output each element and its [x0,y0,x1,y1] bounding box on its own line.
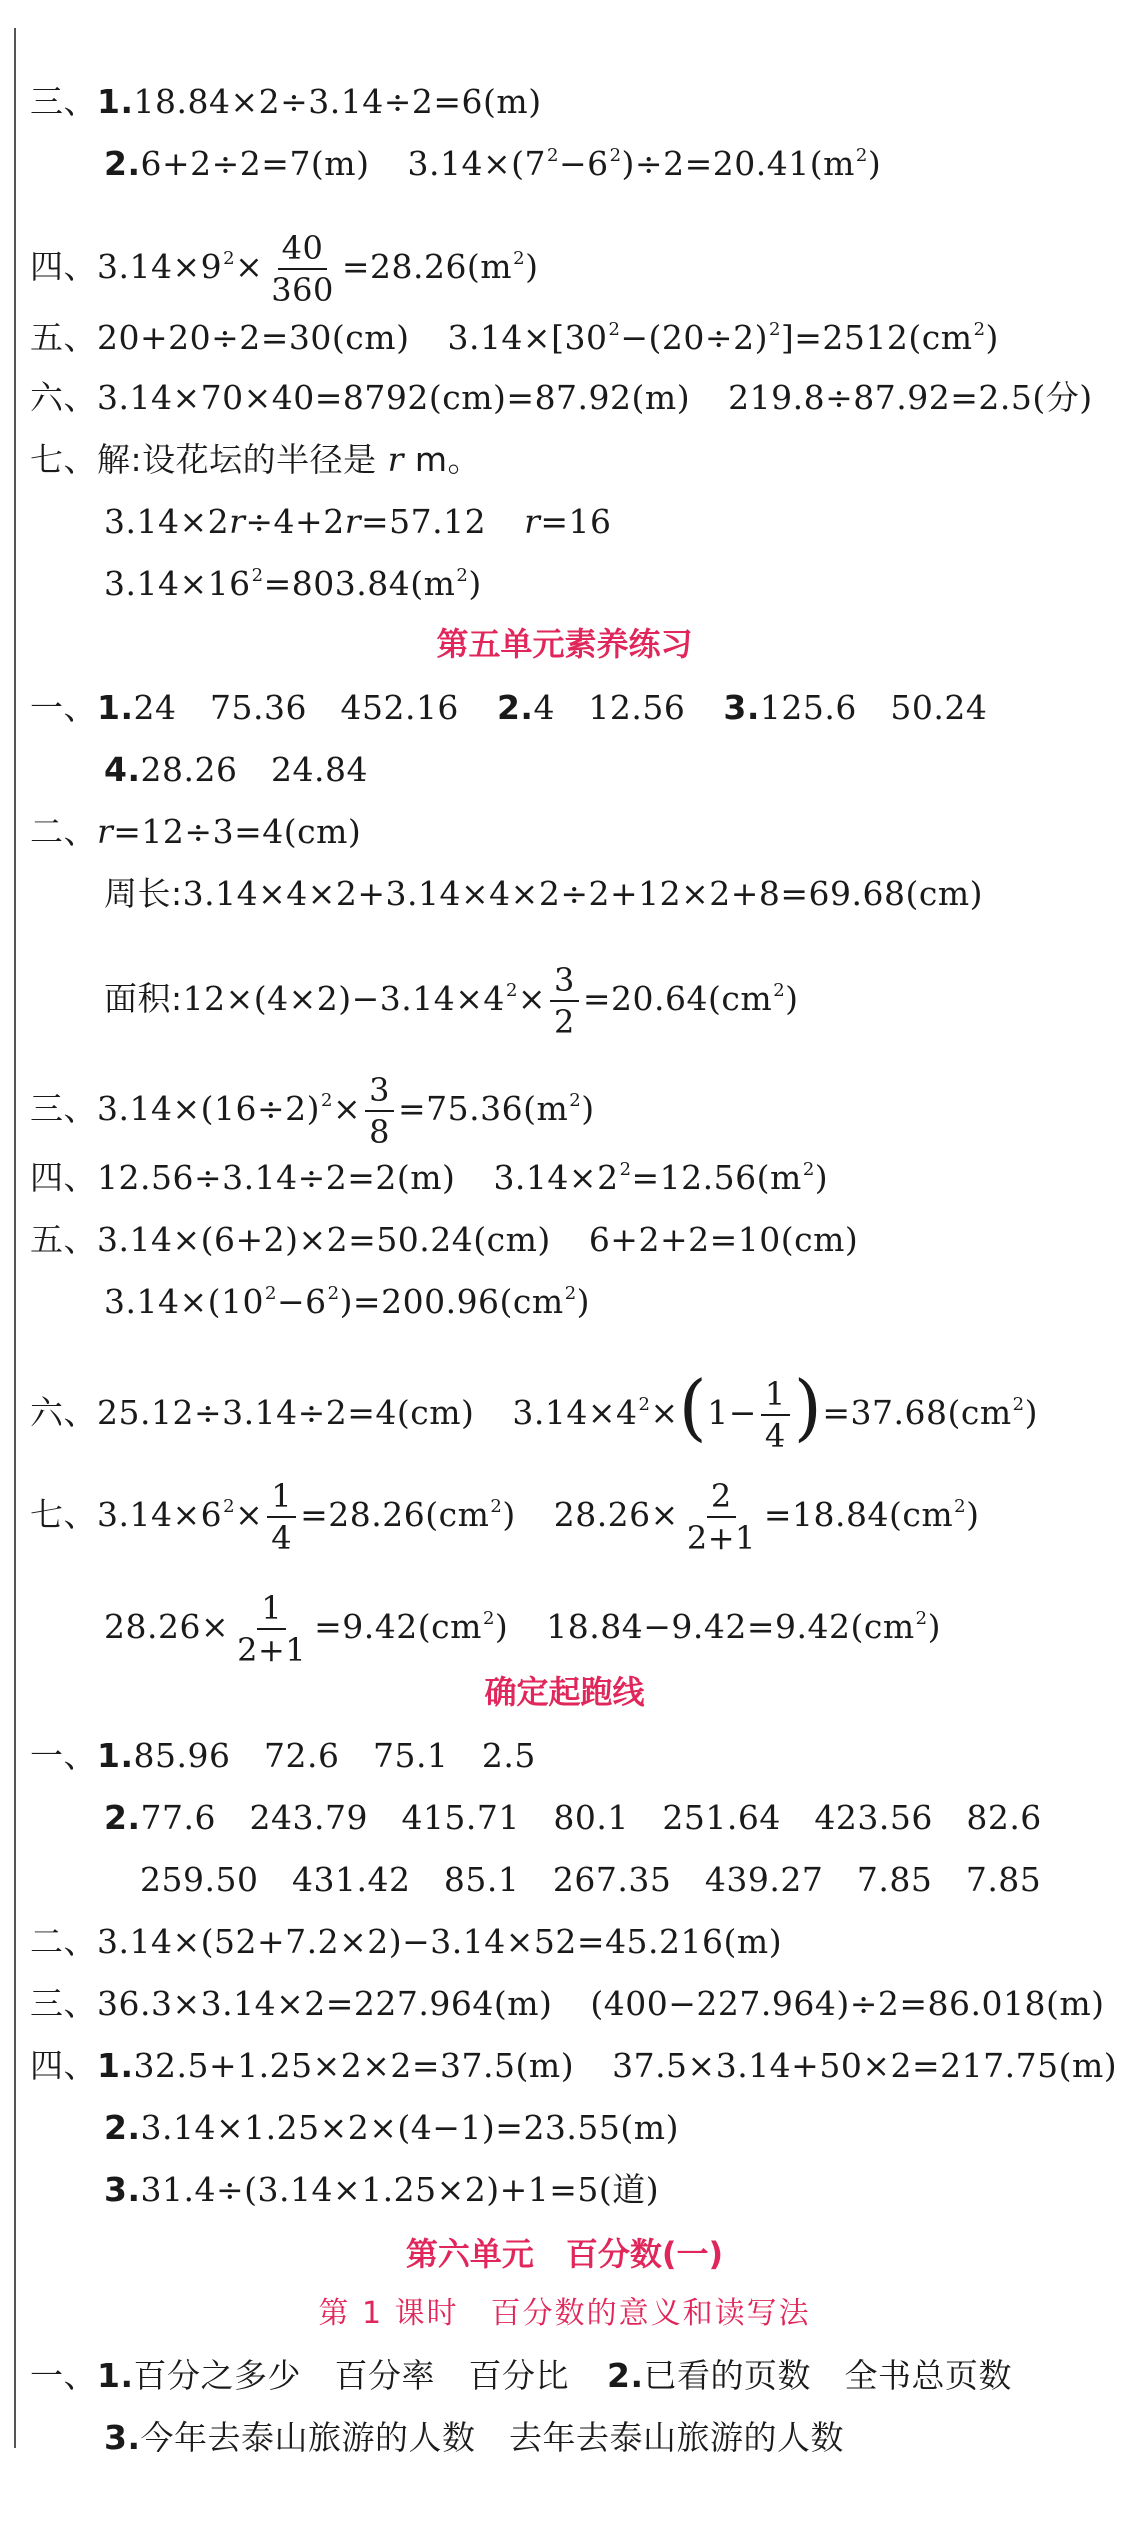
superscript: 2 [265,1283,277,1304]
answer-text: × [332,1089,362,1128]
answer-text: =57.12 [360,502,487,541]
superscript: 2 [773,980,786,1001]
answer-text: ) [1079,378,1093,417]
answer-line [30,378,1093,418]
answer-text: 25.12÷3.14÷2=4(cm) [97,1393,475,1432]
answer-text: ÷4+2 [245,502,345,541]
answer-line [30,1220,858,1260]
answer-line [104,1798,1042,1838]
superscript: 2 [915,1608,928,1629]
answer-text: 77.6 243.79 415.71 80.1 251.64 423.56 82.6 [140,1798,1042,1837]
fraction-numerator: 3 [550,962,579,1002]
fraction-numerator: 1 [761,1376,790,1416]
superscript: 2 [546,145,559,166]
answer-line [104,144,881,190]
right-paren: ) [793,1365,823,1449]
superscript: 2 [513,248,526,269]
superscript: 2 [223,1496,236,1517]
item-number: 1. [97,2356,134,2395]
answer-text: 28.26× [553,1495,679,1534]
answer-text: 3.14×1.25×2×(4−1)=23.55(m) [140,2108,679,2147]
superscript: 2 [638,1394,651,1415]
fraction [761,1376,790,1454]
answer-text: )÷2=20.41(m [621,144,855,183]
answer-text: 3.14×(6+2)×2=50.24(cm) [97,1220,551,1259]
item-number: 3. [104,2170,141,2209]
answer-label: 面积: [104,979,183,1018]
fraction [550,962,579,1040]
answer-text: =16 [540,502,612,541]
question-label: 二、 [30,812,97,851]
answer-text: ) [785,979,799,1018]
question-label: 七、 [30,1495,97,1534]
answer-text: × [650,1393,679,1432]
fraction-denominator: 2+1 [237,1631,307,1669]
answer-text: ]=2512(cm [780,318,973,357]
left-margin-rule [14,28,16,2448]
item-number: 3. [104,2418,141,2457]
fraction [267,230,338,308]
question-label: 三、 [30,82,97,121]
superscript: 2 [223,248,236,269]
fraction-numerator: 1 [257,1590,286,1630]
superscript: 2 [456,565,469,586]
superscript: 2 [321,1090,333,1111]
answer-text: =12.56(m [631,1158,802,1197]
answer-text: =18.84(cm [763,1495,954,1534]
answer-text: 36.3×3.14×2=227.964(m) [97,1984,553,2023]
question-label: 五、 [30,318,97,357]
answer-text: 3.14×(16÷2) [97,1089,321,1128]
answer-text: 85.96 72.6 75.1 2.5 [133,1736,536,1775]
superscript: 2 [802,1159,815,1180]
answer-text: =37.68(cm [822,1393,1012,1432]
answer-text: 3.14×2 [493,1158,619,1197]
answer-text: 31.4÷(3.14×1.25×2)+1=5( [140,2170,613,2209]
answer-text: 百分之多少 百分率 百分比 [133,2356,569,2395]
answer-line [30,1922,782,1962]
answer-line [30,2046,1117,2086]
fraction-denominator: 360 [271,271,334,309]
superscript: 2 [251,565,264,586]
answer-text: ) [985,318,999,357]
section-heading: 第六单元 百分数(一) [405,2235,724,2273]
answer-text: ) [1024,1393,1038,1432]
fraction-denominator: 2 [554,1003,575,1041]
answer-text: 37.5×3.14+50×2=217.75(m) [612,2046,1118,2085]
fraction [683,1478,760,1556]
answer-line [30,1736,536,1776]
fraction-numerator: 40 [278,230,328,270]
answer-line [104,502,612,542]
variable: r [524,502,541,541]
superscript: 2 [490,1496,503,1517]
fraction-denominator: 4 [271,1519,293,1557]
superscript: 2 [505,980,518,1001]
item-number: 1. [97,82,134,121]
fraction-numerator: 1 [267,1478,296,1518]
fraction-denominator: 2+1 [686,1519,756,1557]
answer-text: 32.5+1.25×2×2=37.5(m) [133,2046,575,2085]
lesson-subheading: 第 1 课时 百分数的意义和读写法 [318,2296,811,2331]
answer-text: ) [576,1282,591,1321]
item-number: 3. [723,688,760,727]
answer-label: 周长: [104,874,183,913]
answer-line [104,962,799,1040]
fraction [365,1072,394,1150]
answer-line [30,318,999,364]
answer-text: 4 12.56 [533,688,686,727]
answer-text: 3.14×(10 [104,1282,264,1321]
answer-line [104,1590,941,1668]
answer-text: 28.26× [104,1607,230,1646]
answer-text: −6 [558,144,609,183]
answer-text: =9.42(cm [314,1607,482,1646]
answer-text: × [517,979,547,1018]
answer-text: 3.14×4 [512,1393,638,1432]
answer-line [30,1158,828,1204]
answer-text: 6+2÷2=7(m) [140,144,370,183]
question-label: 一、 [30,1736,97,1775]
answer-line [104,750,368,790]
answer-text: =20.64(cm [582,979,773,1018]
superscript: 2 [609,145,622,166]
section-heading: 第五单元素养练习 [436,625,693,663]
superscript: 2 [482,1608,495,1629]
answer-text: ) [494,1607,509,1646]
variable: r [387,440,404,479]
answer-text: 解:设花坛的半径是 [97,440,377,479]
question-label: 三、 [30,1984,97,2023]
superscript: 2 [1012,1394,1025,1415]
answer-line [104,1282,590,1328]
answer-text: ) [502,1495,516,1534]
question-label: 七、 [30,440,97,479]
answer-line [30,1072,595,1150]
fraction-denominator: 8 [369,1113,390,1151]
question-label: 一、 [30,688,97,727]
answer-text: 3.14×16 [104,564,251,603]
question-label: 六、 [30,1393,97,1432]
variable: r [229,502,246,541]
left-paren: ( [678,1365,708,1449]
item-number: 1. [97,1736,134,1775]
answer-text: 125.6 50.24 [759,688,988,727]
answer-text: 3.14×(7 [407,144,546,183]
answer-text: =28.26(cm [300,1495,490,1534]
answer-line [30,440,481,480]
answer-text: 3.14×6 [97,1495,223,1534]
answer-text: ) [581,1089,595,1128]
fraction [267,1478,296,1556]
answer-text: 已看的页数 全书总页数 [643,2356,1012,2395]
question-label: 三、 [30,1089,97,1128]
superscript: 2 [564,1283,577,1304]
answer-line [30,2356,1012,2396]
fraction-denominator: 4 [764,1417,786,1455]
answer-text: 18.84−9.42=9.42(cm [546,1607,915,1646]
question-label: 四、 [30,1158,97,1197]
answer-line [30,812,361,852]
answer-text: (400−227.964)÷2=86.018(m) [590,1984,1105,2023]
answer-text: 今年去泰山旅游的人数 去年去泰山旅游的人数 [140,2418,844,2457]
answer-text: × [235,247,264,286]
answer-text: ) [468,564,482,603]
variable: r [97,812,114,851]
answer-text: m。 [403,440,482,479]
answer-text: ) [525,247,539,286]
superscript: 2 [855,145,868,166]
answer-text: 219.8÷87.92=2.5( [728,378,1046,417]
answer-line [104,2418,844,2458]
answer-line [104,564,482,610]
answer-text: 12.56÷3.14÷2=2(m) [97,1158,456,1197]
item-number: 2. [104,144,141,183]
fraction-numerator: 3 [365,1072,394,1112]
superscript: 2 [768,319,781,340]
question-label: 六、 [30,378,97,417]
answer-text: 18.84×2÷3.14÷2=6(m) [133,82,542,121]
answer-text: 3.14×9 [97,247,223,286]
answer-line [30,230,538,308]
answer-text: ) [867,144,882,183]
item-number: 2. [496,688,534,727]
item-number: 4. [104,750,141,789]
superscript: 2 [973,319,986,340]
answer-text: =12÷3=4(cm) [113,812,362,851]
answer-text: ) [814,1158,829,1197]
answer-text: =803.84(m [263,564,456,603]
answer-text: 3.14×2 [104,502,230,541]
question-label: 五、 [30,1220,97,1259]
superscript: 2 [327,1283,340,1304]
answer-text: × [235,1495,264,1534]
answer-text: =28.26(m [341,247,513,286]
superscript: 2 [608,319,621,340]
answer-line [30,688,987,728]
answer-text: −6 [276,1282,327,1321]
item-number: 2. [607,2356,644,2395]
answer-text: ) [645,2170,660,2209]
answer-text: 12×(4×2)−3.14×4 [182,979,505,1018]
superscript: 2 [569,1090,582,1111]
answer-line [30,82,542,122]
answer-line [104,2108,679,2148]
answer-text: )=200.96(cm [339,1282,564,1321]
answer-text: 3.14×4×2+3.14×4×2÷2+12×2+8=69.68(cm) [182,874,984,913]
question-label: 四、 [30,2046,97,2085]
item-number: 2. [104,2108,141,2147]
answer-text: =75.36(m [397,1089,569,1128]
question-label: 一、 [30,2356,97,2395]
superscript: 2 [954,1496,967,1517]
answer-line [104,2170,659,2210]
answer-text: 3.14×[30 [447,318,608,357]
answer-text: 24 75.36 452.16 [133,688,459,727]
superscript: 2 [619,1159,632,1180]
answer-text: ) [927,1607,941,1646]
fraction-numerator: 2 [707,1478,736,1518]
answer-line [104,874,983,914]
answer-line [140,1860,1041,1900]
question-label: 四、 [30,247,97,286]
answer-line [30,1984,1105,2024]
answer-text: 20+20÷2=30(cm) [97,318,410,357]
answer-line [30,1478,979,1556]
fraction [233,1590,310,1668]
answer-text: 1− [707,1393,757,1432]
item-number: 1. [97,688,134,727]
answer-text: 259.50 431.42 85.1 267.35 439.27 7.85 7.85 [140,1860,1042,1899]
question-label: 二、 [30,1922,97,1961]
unit-text: 道 [612,2170,646,2209]
answer-text: 3.14×(52+7.2×2)−3.14×52=45.216(m) [97,1922,783,1961]
variable: r [344,502,361,541]
answer-text: 6+2+2=10(cm) [588,1220,859,1259]
answer-line [30,1365,1038,1455]
answer-text: 28.26 24.84 [140,750,368,789]
section-heading: 确定起跑线 [484,1673,645,1711]
item-number: 2. [104,1798,141,1837]
answer-text: −(20÷2) [620,318,768,357]
unit-text: 分 [1045,378,1080,417]
answer-text: ) [966,1495,980,1534]
answer-text: 3.14×70×40=8792(cm)=87.92(m) [97,378,691,417]
item-number: 1. [97,2046,134,2085]
